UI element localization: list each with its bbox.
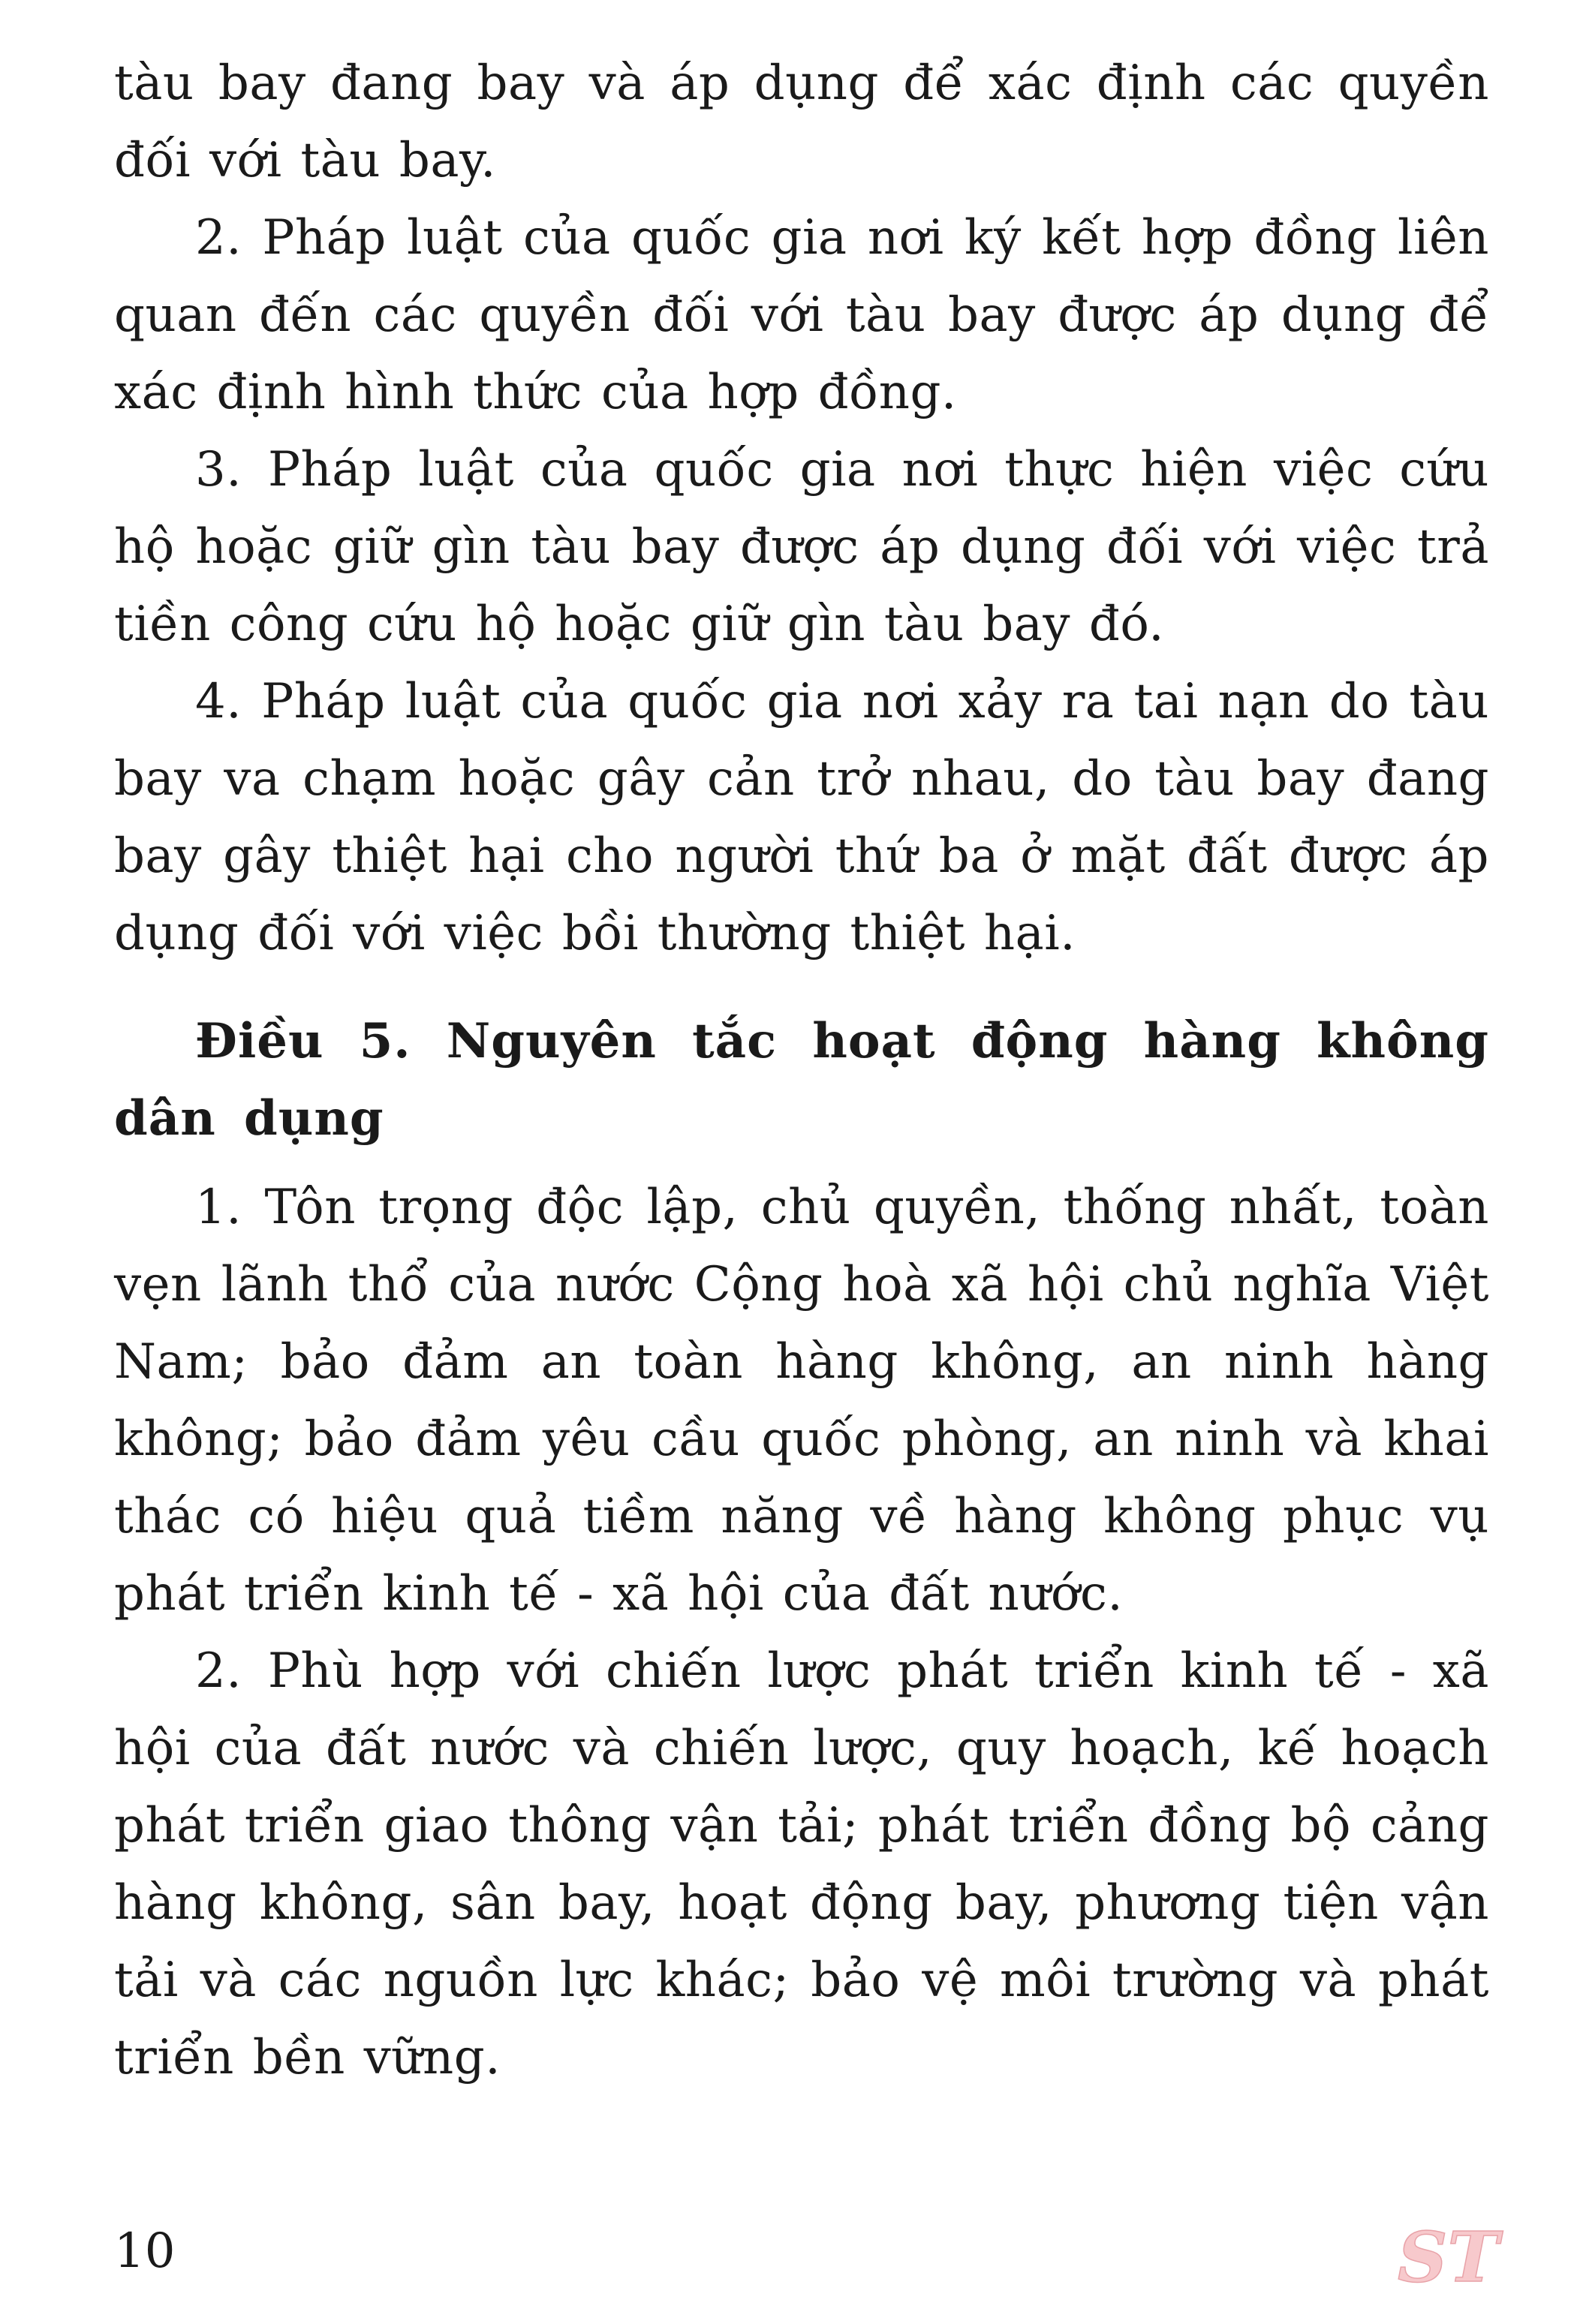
article-heading: Điều 5. Nguyên tắc hoạt động hàng không dân dụng: [114, 1013, 1489, 1147]
publisher-logo-text: ST: [1398, 2217, 1499, 2298]
article-paragraph-2: 2. Phù hợp với chiến lược phát triển kinh tế - xã hội của đất nước và chiến lược, quy hoạch, kế hoạch phát triển giao thông vận tải; phát triển đồng bộ cảng hàng không, sân bay, hoạt động bay, phương tiện vận tải và các nguồn lực khác; bảo vệ môi trường và phát triển bền vững.: [114, 1643, 1489, 2085]
paragraph-clause-3: 3. Pháp luật của quốc gia nơi thực hiện việc cứu hộ hoặc giữ gìn tàu bay được áp dụng đối với việc trả tiền công cứu hộ hoặc giữ gìn tàu bay đó.: [114, 442, 1489, 652]
page-number: 10: [114, 2223, 176, 2279]
publisher-logo: [1395, 2212, 1499, 2298]
paragraph-clause-2: 2. Pháp luật của quốc gia nơi ký kết hợp đồng liên quan đến các quyền đối với tàu bay được áp dụng để xác định hình thức của hợp đồng.: [114, 210, 1489, 420]
page-content: [114, 45, 1489, 2097]
article-paragraph-1: 1. Tôn trọng độc lập, chủ quyền, thống nhất, toàn vẹn lãnh thổ của nước Cộng hoà xã hội chủ nghĩa Việt Nam; bảo đảm an toàn hàng không, an ninh hàng không; bảo đảm yêu cầu quốc phòng, an ninh và khai thác có hiệu quả tiềm năng về hàng không phục vụ phát triển kinh tế - xã hội của đất nước.: [114, 1180, 1489, 1622]
paragraph-continued: tàu bay đang bay và áp dụng để xác định các quyền đối với tàu bay.: [114, 56, 1489, 188]
paragraph-clause-4: 4. Pháp luật của quốc gia nơi xảy ra tai nạn do tàu bay va chạm hoặc gây cản trở nhau, do tàu bay đang bay gây thiệt hại cho người thứ ba ở mặt đất được áp dụng đối với việc bồi thường thiệt hại.: [114, 674, 1489, 961]
